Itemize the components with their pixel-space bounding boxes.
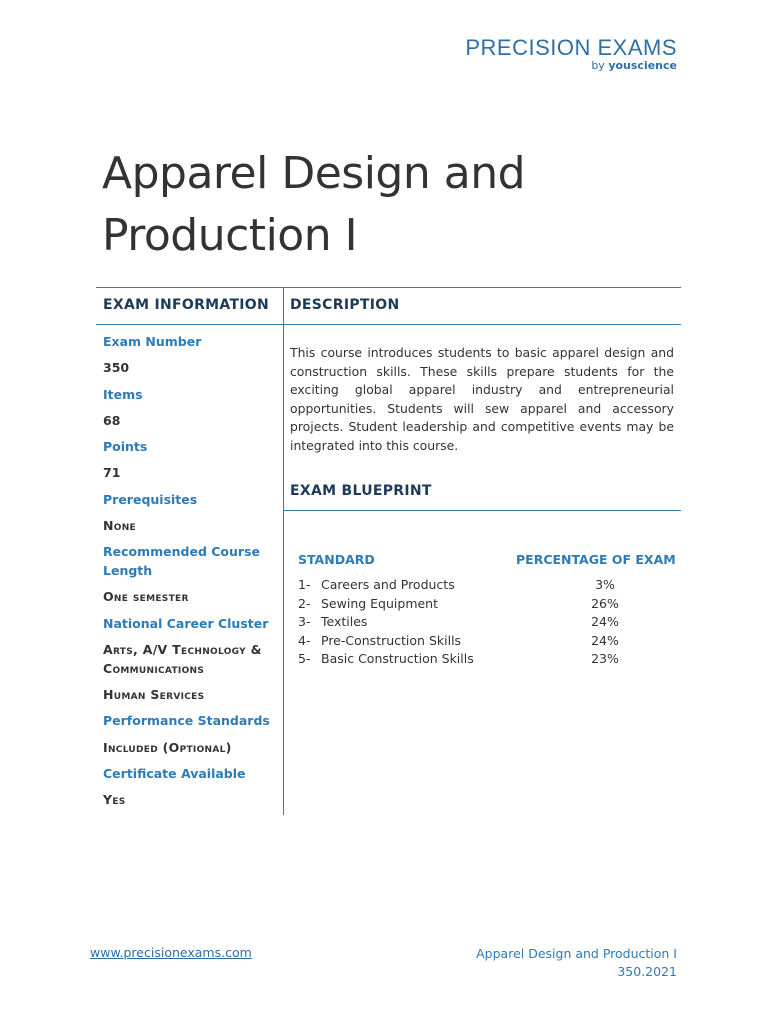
standard-number: 4- <box>298 632 311 648</box>
blueprint-row <box>298 633 678 652</box>
blueprint-rule <box>284 510 681 511</box>
standard-number: 1- <box>298 577 311 592</box>
description-text: This course introduces students to basic apparel design and construction skills. These skills prepare students for the exciting global apparel industry and entrepreneurial opportunities. Students will sew apparel and accessory projects. Student leadership and competitive events may be integrated into this course. <box>290 345 674 453</box>
standard-percentage: 23% <box>591 651 619 667</box>
description-heading: DESCRIPTION <box>290 297 400 313</box>
exam-number-label: Exam Number <box>103 334 202 349</box>
standard-number: 5- <box>298 651 311 667</box>
exam-information-heading: EXAM INFORMATION <box>103 297 270 313</box>
page-title-line-2: Production I <box>102 210 358 261</box>
exam-blueprint-heading: EXAM BLUEPRINT <box>290 483 432 499</box>
page-title <box>102 143 525 267</box>
website-link[interactable]: www.precisionexams.com <box>90 945 252 960</box>
performance-standards-value: Included (Optional) <box>103 739 232 755</box>
certificate-available-label: Certificate Available <box>103 765 246 781</box>
career-cluster-value-2: Human Services <box>103 686 205 702</box>
blueprint-row <box>298 577 678 596</box>
standard-name: Textiles <box>321 614 368 630</box>
standard-column-header: STANDARD <box>298 552 375 567</box>
blueprint-table <box>298 577 678 670</box>
page-title-line-1: Apparel Design and <box>102 148 526 199</box>
standard-name: Basic Construction Skills <box>321 651 474 667</box>
blueprint-row <box>298 596 678 615</box>
header-rule <box>96 324 681 325</box>
top-rule <box>96 287 681 288</box>
blueprint-row <box>298 651 678 670</box>
prerequisites-label: Prerequisites <box>103 491 198 507</box>
standard-name: Pre-Construction Skills <box>321 632 462 648</box>
percentage-column-header: PERCENTAGE OF EXAM <box>516 552 676 567</box>
standard-number: 3- <box>298 614 311 630</box>
footer-course-code: 350.2021 <box>617 964 677 979</box>
recommended-course-length-value: One semester <box>103 589 189 605</box>
items-label: Items <box>103 386 143 402</box>
prerequisites-value: None <box>103 518 136 534</box>
standard-percentage: 26% <box>591 595 619 611</box>
logo-brand: youscience <box>608 59 677 72</box>
logo-tagline <box>465 60 677 72</box>
performance-standards-label: Performance Standards <box>103 713 270 729</box>
standard-percentage: 24% <box>591 632 619 648</box>
standard-name: Careers and Products <box>321 577 455 592</box>
standard-name: Sewing Equipment <box>321 595 439 611</box>
footer-course-name: Apparel Design and Production I <box>476 946 677 961</box>
exam-number-value: 350 <box>103 360 130 376</box>
brand-logo <box>465 36 677 72</box>
national-career-cluster-label: National Career Cluster <box>103 615 269 631</box>
blueprint-row <box>298 614 678 633</box>
logo-by: by <box>591 59 605 72</box>
exam-information-list <box>103 332 273 816</box>
certificate-available-value: Yes <box>103 792 126 808</box>
standard-percentage: 3% <box>595 577 615 592</box>
standard-percentage: 24% <box>591 614 619 630</box>
recommended-course-length-label: Recommended Course Length <box>103 544 260 579</box>
items-value: 68 <box>103 412 121 428</box>
career-cluster-value-1: Arts, A/V Technology & Communications <box>103 641 262 676</box>
points-label: Points <box>103 439 148 455</box>
logo-wordmark: PRECISION EXAMS <box>465 35 677 60</box>
footer-course-info <box>476 945 677 981</box>
column-divider <box>283 287 284 815</box>
points-value: 71 <box>103 465 121 481</box>
standard-number: 2- <box>298 595 311 611</box>
